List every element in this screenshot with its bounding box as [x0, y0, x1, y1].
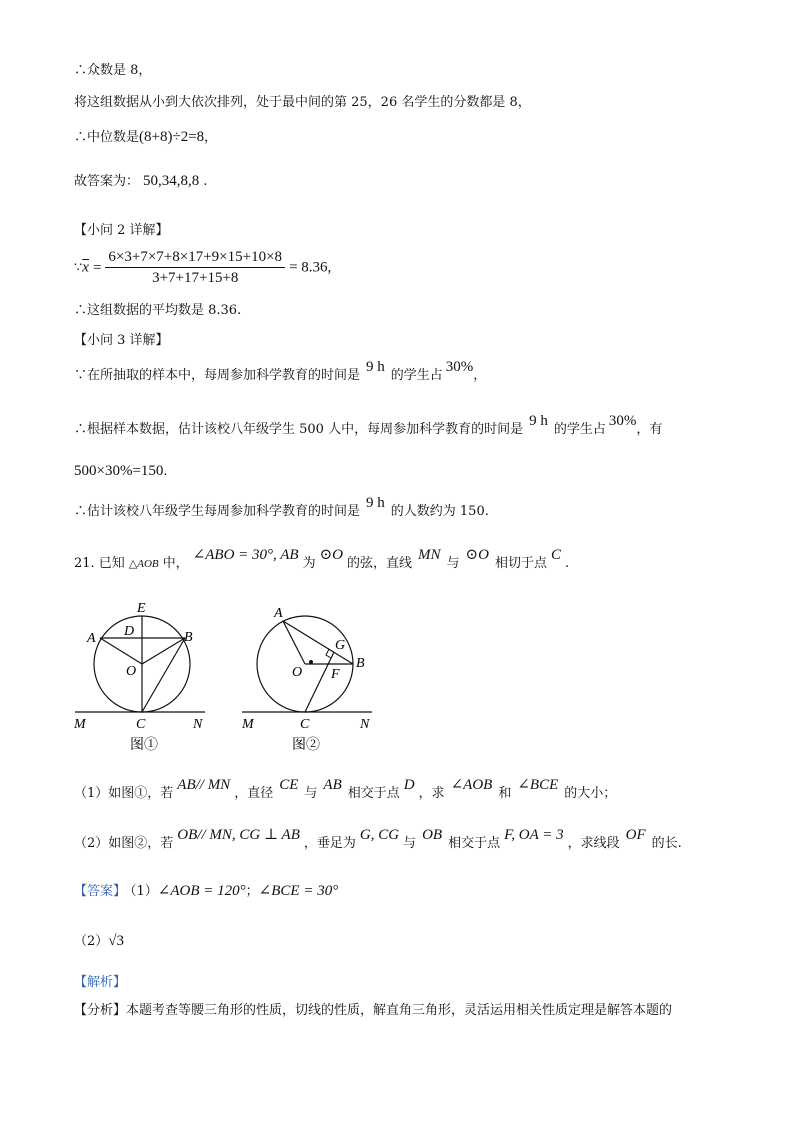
x-bar-symbol: $\overline{x}$: [82, 259, 89, 276]
label-A: A: [274, 606, 283, 621]
label-O: O: [292, 665, 303, 680]
fraction-denominator: 3+7+17+15+8: [152, 270, 239, 286]
label-A: A: [87, 631, 96, 646]
sub-question-2: （2）如图②，若OB// MN, CG ⊥ AB，垂足为G, CG与OB相交于点F, OA = 3，求线段OF的长.: [74, 827, 682, 851]
label-N: N: [193, 717, 203, 732]
heading-subquestion-3: 【小问 3 详解】: [74, 333, 169, 348]
label-B: B: [184, 630, 193, 645]
line-ordering: 将这组数据从小到大依次排列，处于最中间的第 25，26 名学生的分数都是 8，: [74, 95, 531, 110]
label-C: C: [300, 717, 310, 732]
label-B: B: [356, 656, 365, 671]
line-mean-formula: $\because\overline{x}$ = $\frac{6\times 3+7\times 7+8\times 17+9\times 15+10\times 8}{3+7+17+15+8}$ = 8.36,: [74, 249, 332, 286]
label-F: F: [331, 667, 340, 682]
line-median: ∴中位数是(8+8)÷2=8，: [74, 129, 218, 145]
median-formula: (8+8)÷2=8: [139, 129, 205, 145]
geometry-figures: [70, 596, 390, 756]
line-estimate: ∴根据样本数据，估计该校八年级学生 500 人中，每周参加科学教育的时间是9 h的学生占30%，有: [74, 413, 663, 437]
label-G: G: [335, 638, 346, 653]
label-N: N: [360, 717, 370, 732]
answer-values: 50,34,8,8: [143, 173, 200, 189]
line-mode: ∴众数是 8，: [74, 63, 152, 78]
answer-tag: 【答案】: [74, 884, 127, 899]
line-mean-conclusion: ∴这组数据的平均数是 8.36.: [74, 303, 242, 318]
label-M: M: [242, 717, 254, 732]
label-E: E: [137, 601, 146, 616]
sub-question-1: （1）如图①，若AB// MN，直径CE与AB相交于点D，求∠AOB和∠BCE的大小；: [74, 777, 617, 801]
figure-2: [241, 606, 372, 753]
answer-line-1: 【答案】 （1）∠AOB = 120°；∠BCE = 30°: [74, 883, 339, 899]
question-21-stem: 21. 已知 △AOB 中，∠ABO = 30°, AB为⊙O的弦，直线MN与⊙O相切于点C.: [74, 547, 570, 571]
label-O: O: [126, 664, 137, 679]
line-estimate-conclusion: ∴估计该校八年级学生每周参加科学教育的时间是9 h的人数约为 150.: [74, 495, 489, 519]
line-sample-share: ∵在所抽取的样本中，每周参加科学教育的时间是9 h的学生占30%，: [74, 359, 487, 383]
figure-1-caption: 图①: [130, 738, 158, 753]
label-C: C: [136, 717, 146, 732]
figure-2-caption: 图②: [292, 738, 320, 753]
analysis-tag: 【解析】: [74, 975, 127, 990]
figure-1: [73, 601, 205, 753]
answer-line-2: （2）√3: [74, 933, 125, 949]
fraction-numerator: 6×3+7×7+8×17+9×15+10×8: [105, 250, 285, 268]
line-calc-150: 500×30%=150.: [74, 463, 168, 479]
label-D: D: [124, 624, 135, 639]
mean-result: = 8.36,: [289, 259, 332, 276]
analysis-text: 【分析】本题考查等腰三角形的性质，切线的性质，解直角三角形，灵活运用相关性质定理是解答本题的: [74, 1003, 673, 1018]
heading-subquestion-2: 【小问 2 详解】: [74, 223, 169, 238]
line-answer-1: 故答案为： 50,34,8,8 .: [74, 173, 208, 189]
label-M: M: [74, 717, 86, 732]
mean-fraction: [105, 250, 285, 286]
